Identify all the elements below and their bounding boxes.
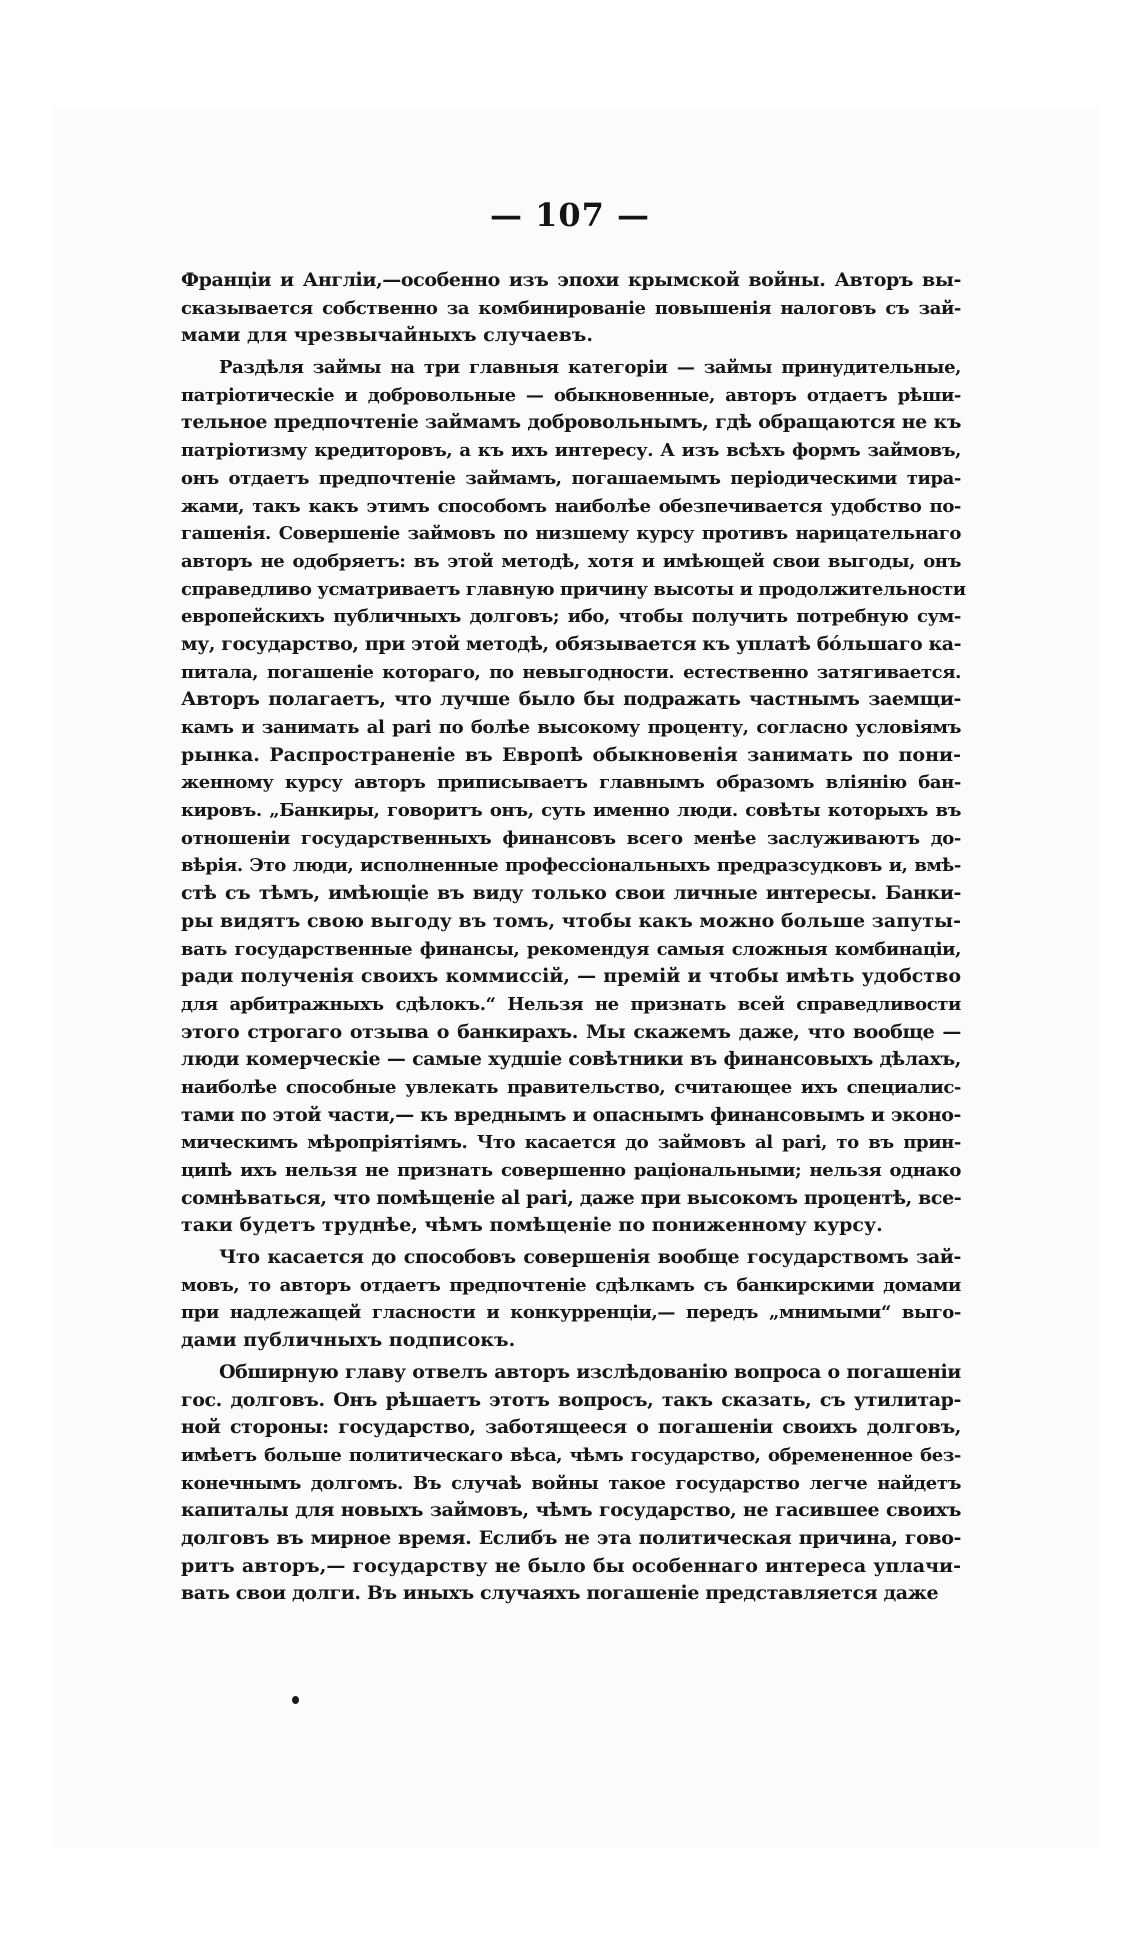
text-line: тельное предпочтеніе займамъ добровольнымъ, гдѣ обращаются не къ [181,411,961,434]
paragraph [181,354,966,1240]
text-line: мовъ, то авторъ отдаетъ предпочтеніе сдѣлкамъ съ банкирскими домами [181,1274,961,1296]
text-line: конечнымъ долгомъ. Въ случаѣ войны такое государство легче найдетъ [181,1472,961,1494]
text-line: таки будетъ труднѣе, чѣмъ помѣщеніе по пониженному курсу. [181,1214,883,1237]
text-line: для арбитражныхъ сдѣлокъ.“ Нельзя не признать всей справедливости [181,993,961,1015]
text-line: му, государство, при этой методѣ, обязывается къ уплатѣ бо́льшаго ка- [181,632,962,655]
text-line: стѣ съ тѣмъ, имѣющіе въ виду только свои личные интересы. Банки- [181,882,961,905]
text-line: питала, погашеніе котораго, по невыгодности. естественно затягивается. [181,661,961,683]
text-line: гос. долговъ. Онъ рѣшаетъ этотъ вопросъ, такъ сказать, съ утилитар- [181,1388,961,1411]
text-line: долговъ въ мирное время. Еслибъ не эта политическая причина, гово- [181,1526,961,1549]
text-line: дами публичныхъ подписокъ. [181,1329,516,1352]
text-line: европейскихъ публичныхъ долговъ; ибо, чтобы получить потребную сум- [181,606,961,628]
text-line: вать государственные финансы, рекомендуя самыя сложныя комбинаціи, [181,938,961,960]
text-line: имѣетъ больше политическаго вѣса, чѣмъ государство, обремененное без- [181,1444,961,1466]
text-line: онъ отдаетъ предпочтеніе займамъ, погашаемымъ періодическими тира- [181,467,961,489]
text-line: мами для чрезвычайныхъ случаевъ. [181,324,593,347]
text-line: Что касается до способовъ совершенія вообще государствомъ зай- [219,1246,961,1269]
text-line: сказывается собственно за комбинированіе повышенія налоговъ съ зай- [181,297,961,319]
text-line: патріотизму кредиторовъ, а къ ихъ интересу. А изъ всѣхъ формъ займовъ, [181,440,961,462]
text-line: ры видятъ свою выгоду въ томъ, чтобы какъ можно больше запуты- [181,909,961,932]
text-line: гашенія. Совершеніе займовъ по низшему курсу противъ нарицательнаго [181,523,961,545]
text-line: тами по этой части,— къ вреднымъ и опаснымъ финансовымъ и эконо- [181,1103,961,1126]
text-line: капиталы для новыхъ займовъ, чѣмъ государство, не гасившее своихъ [181,1499,961,1522]
text-line: патріотическіе и добровольные — обыкновенные, авторъ отдаетъ рѣши- [181,384,961,406]
text-line: жами, такъ какъ этимъ способомъ наиболѣе обезпечивается удобство по- [181,495,961,517]
text-line: вать свои долги. Въ иныхъ случаяхъ погашеніе представляется даже [181,1582,939,1605]
text-line: кировъ. „Банкиры, говоритъ онъ, суть именно люди. совѣты которыхъ въ [181,800,961,822]
text-line: Франціи и Англіи,—особенно изъ эпохи крымской войны. Авторъ вы- [181,269,961,291]
text-line: при надлежащей гласности и конкурренціи,— передъ „мнимыми“ выго- [181,1302,961,1324]
body-text [181,267,966,1608]
paragraph [181,1359,961,1608]
text-line: сомнѣваться, что помѣщеніе al pari, даже при высокомъ процентѣ, все- [181,1186,962,1209]
text-line: ритъ авторъ,— государству не было бы особеннаго интереса уплачи- [181,1554,961,1577]
text-line: ципѣ ихъ нельзя не признать совершенно раціональными; нельзя однако [181,1160,961,1181]
text-line: наиболѣе способные увлекать правительство, считающее ихъ специалис- [181,1076,961,1098]
text-line: люди комерческіе — самые худшіе совѣтники въ финансовыхъ дѣлахъ, [181,1048,961,1071]
paragraph [181,1244,961,1355]
text-line: ради полученія своихъ коммиссій, — премій и чтобы имѣть удобство [181,965,961,988]
text-line: ной стороны: государство, заботящееся о погашеніи своихъ долговъ, [181,1416,961,1439]
text-line: Обширную главу отвелъ авторъ изслѣдованію вопроса о погашеніи [219,1360,961,1383]
text-line: Раздѣля займы на три главныя категоріи — займы принудительные, [219,357,961,379]
ink-dot [292,1696,299,1704]
text-line: Авторъ полагаетъ, что лучше было бы подражать частнымъ заемщи- [181,688,961,711]
text-line: мическимъ мѣропріятіямъ. Что касается до займовъ al pari, то въ прин- [181,1132,961,1154]
page-number: — 107 — [489,196,651,234]
text-line: женному курсу авторъ приписываетъ главнымъ образомъ вліянію бан- [181,772,961,794]
text-line: отношеніи государственныхъ финансовъ всего менѣе заслуживаютъ до- [181,827,961,849]
paragraph [181,267,961,350]
text-line: справедливо усматриваетъ главную причину высоты и продолжительности [181,578,966,600]
text-line: этого строгаго отзыва о банкирахъ. Мы скажемъ даже, что вообще — [181,1020,961,1043]
text-line: камъ и занимать al pari по болѣе высокому проценту, согласно условіямъ [181,717,961,738]
text-line: рынка. Распространеніе въ Европѣ обыкновенія занимать по пони- [181,743,961,766]
text-line: вѣрія. Это люди, исполненные профессіональныхъ предразсудковъ и, вмѣ- [181,855,961,877]
text-line: авторъ не одобряетъ: въ этой методѣ, хотя и имѣющей свои выгоды, онъ [181,550,961,572]
